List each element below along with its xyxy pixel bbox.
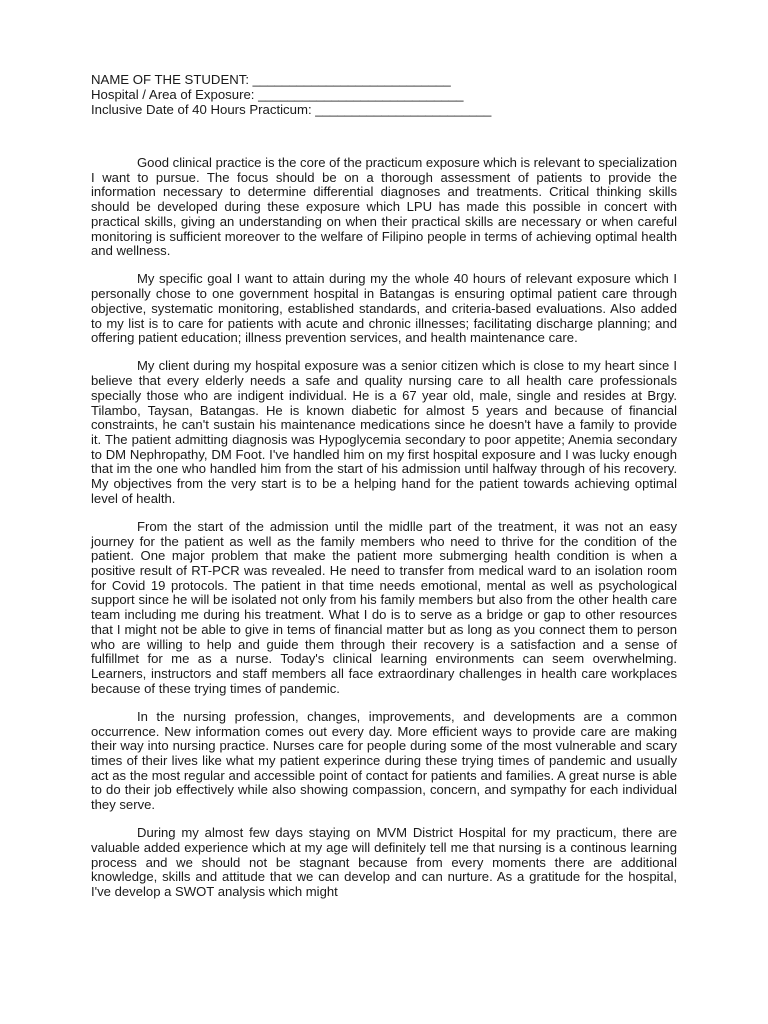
exposure-area-line: Hospital / Area of Exposure: ____________________________ xyxy=(91,87,464,102)
paragraph-client: My client during my hospital exposure was a senior citizen which is close to my heart since I believe that every elderly needs a safe and quality nursing care to all health care professionals specially those who are indigent individual. He is a 67 year old, male, single and resides at Brgy. Tilambo, Taysan, Batangas. He is known diabetic for almost 5 years and because of financial constraints, he can't sustain his maintenance medications since he doesn't have a family to provide it. The patient admitting diagnosis was Hypoglycemia secondary to poor appetite; Anemia secondary to DM Nephropathy, DM Foot. I've handled him on my first hospital exposure and I was lucky enough that im the one who handled him from the start of his admission until halfway through of his recovery. My objectives from the very start is to be a helping hand for the patient towards achieving optimal level of health. xyxy=(91,358,677,506)
paragraph-goal: My specific goal I want to attain during my the whole 40 hours of relevant exposure which I personally chose to one government hospital in Batangas is ensuring optimal patient care through objective, systematic monitoring, established standards, and criteria-based evaluations. Also added to my list is to care for patients with acute and chronic illnesses; facilitating discharge planning; and offering patient education; illness prevention services, and health maintenance care. xyxy=(91,271,677,346)
paragraph-practicum-experience: During my almost few days staying on MVM District Hospital for my practicum, there are valuable added experience which at my age will definitely tell me that nursing is a continous learning process and we should not be stagnant because from every moments there are additional knowledge, skills and attitude that we can develop and can nurture. As a gratitude for the hospital, I've develop a SWOT analysis which might xyxy=(91,825,677,900)
document-body xyxy=(91,156,677,913)
student-name-line: NAME OF THE STUDENT: ___________________________ xyxy=(91,72,451,87)
paragraph-admission: From the start of the admission until the midlle part of the treatment, it was not an easy journey for the patient as well as the family members who need to thrive for the condition of the patient. One major problem that make the patient more submerging health condition is when a positive result of RT-PCR was revealed. He need to transfer from medical ward to an isolation room for Covid 19 protocols. The patient in that time needs emotional, mental as well as psychological support since he will be isolated not only from his family members but also from the other health care team including me during his treatment. What I do is to serve as a bridge or gap to other resources that I might not be able to give in tems of financial matter but as long as you connect them to person who are willing to help and guide them through their recovery is a satisfaction and a sense of fulfillmet for me as a nurse. Today's clinical learning environments can seem overwhelming. Learners, instructors and staff members all face extraordinary challenges in health care workplaces because of these trying times of pandemic. xyxy=(91,518,677,696)
student-info-header xyxy=(91,72,691,117)
practicum-date-line: Inclusive Date of 40 Hours Practicum: ________________________ xyxy=(91,102,492,117)
paragraph-intro: Good clinical practice is the core of the practicum exposure which is relevant to specialization I want to pursue. The focus should be on a thorough assessment of patients to provide the information necessary to determine differential diagnoses and treatments. Critical thinking skills should be developed during these exposure which LPU has made this possible in concert with practical skills, giving an understanding on when their practical skills are necessary or when careful monitoring is sufficient moreover to the welfare of Filipino people in terms of achieving optimal health and wellness. xyxy=(91,155,678,259)
paragraph-nursing-profession: In the nursing profession, changes, improvements, and developments are a common occurrence. New information comes out every day. More efficient ways to provide care are making their way into nursing practice. Nurses care for people during some of the most vulnerable and scary times of their lives like what my patient experince during these trying times of pandemic and usually act as the most regular and accessible point of contact for patients and families. A great nurse is able to do their job effectively while also showing compassion, concern, and sympathy for each individual they serve. xyxy=(91,708,677,813)
